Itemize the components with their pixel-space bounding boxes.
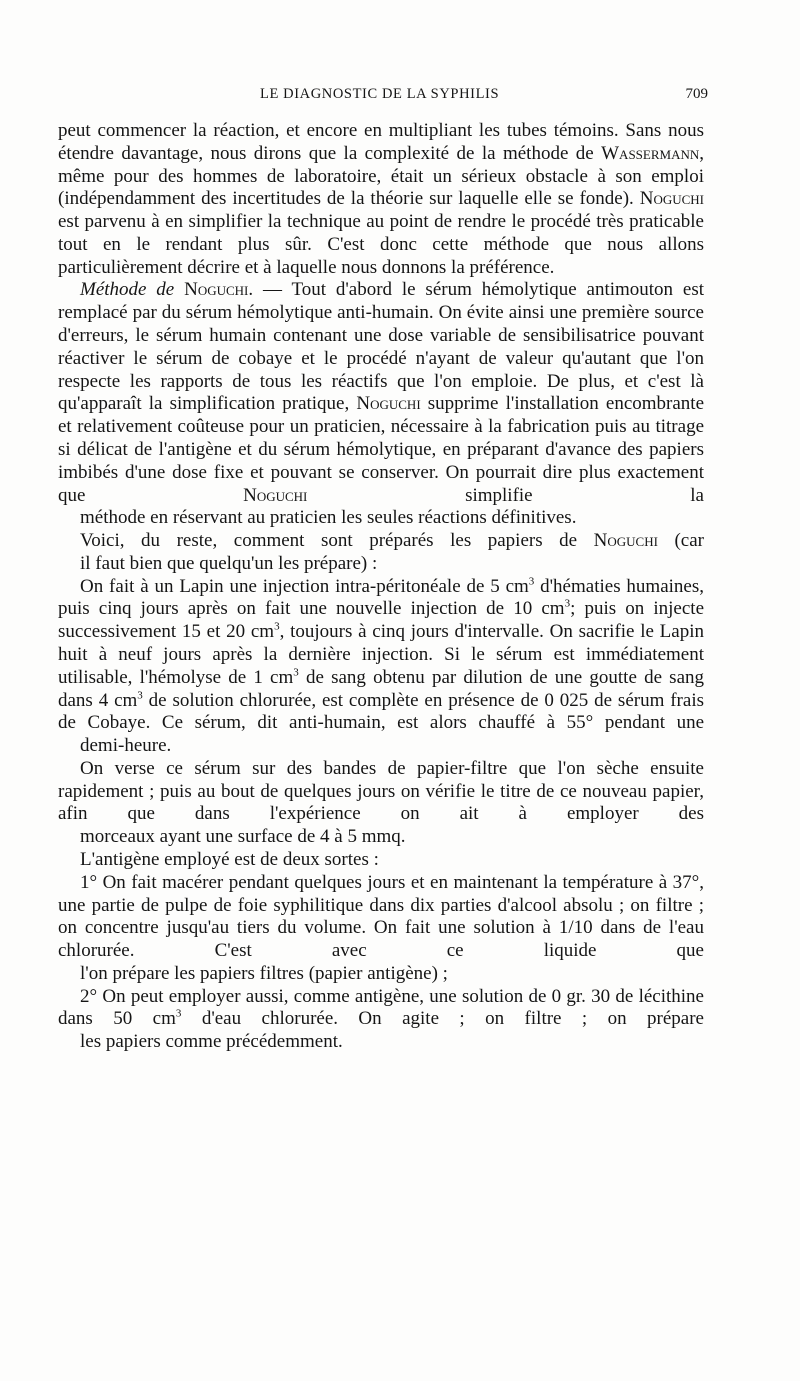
paragraph-8 [58, 986, 704, 1054]
text-run: (car [657, 530, 704, 552]
text-run: de solution chlorurée, est complète en présence de 0 025 de sérum frais de Cobaye. Ce sérum, dit anti-humain, est alors chauffé à 55° pendant une [58, 689, 704, 734]
author-name: Noguchi [243, 484, 308, 506]
last-line: il faut bien que quelqu'un les prépare) : [80, 552, 378, 574]
paragraph-1 [58, 120, 704, 279]
paragraph-4 [58, 576, 704, 758]
text-run: de sang obtenu par dilution de une goutte de sang dans 4 cm [58, 666, 704, 711]
body-text [58, 120, 704, 1054]
author-name: Noguchi [593, 530, 658, 552]
author-name: Noguchi [356, 393, 421, 415]
paragraph-5 [58, 758, 704, 849]
text-run: d'hématies humaines, puis cinq jours après on fait une nouvelle injection de 10 cm [58, 575, 704, 620]
superscript: 3 [175, 1008, 182, 1021]
last-line: les papiers comme précédemment. [80, 1031, 343, 1053]
last-line: particulièrement décrire et à laquelle nous donnons la préférence. [58, 256, 555, 278]
running-header [60, 86, 710, 108]
text-run: 1° On fait macérer pendant quelques jours et en maintenant la température à 37°, une partie de pulpe de foie syphilitique dans dix parties d'alcool absolu ; on filtre ; on concentre jusqu'au tiers du volume. On fait une solution à 1/10 dans de l'eau chlorurée. C'est avec ce liquide que [58, 871, 704, 962]
last-line: morceaux ayant une surface de 4 à 5 mmq. [80, 826, 406, 848]
author-name: Wassermann [601, 142, 700, 164]
text-run: simplifie la [307, 484, 704, 506]
text-run: ; puis on injecte successivement 15 et 20 cm [58, 598, 704, 643]
superscript: 3 [274, 620, 280, 633]
paragraph-6 [58, 849, 704, 872]
text-run: On fait à un Lapin une injection intra-péritonéale de 5 cm [80, 575, 529, 597]
text-run: — Tout d'abord le sérum hémolytique antimouton est remplacé par du sérum hémolytique anti-humain. On évite ainsi une première source d'erreurs, le sérum humain contenant une dose variable de sensibilisatrice pouvant réactiver le sérum de cobaye et le procédé n'ayant de valeur qu'autant que l'on respecte les rapports de tous les réactifs que l'on emploie. De plus, et c'est là qu'apparaît la simplification pratique, [58, 279, 705, 415]
text-run: , toujours à cinq jours d'intervalle. On sacrifie le Lapin huit à neuf jours après la dernière injection. Si le sérum est immédiatement utilisable, l'hémolyse de 1 cm [58, 621, 704, 688]
text-run: d'eau chlorurée. On agite ; on filtre ; on prépare [181, 1008, 704, 1030]
last-line: méthode en réservant au praticien les seules réactions définitives. [80, 507, 577, 529]
author-name: Noguchi. [184, 279, 254, 301]
author-name: Noguchi [639, 188, 704, 210]
superscript: 3 [528, 575, 535, 588]
text-run: On verse ce sérum sur des bandes de papier-filtre que l'on sèche ensuite rapidement ; puis au bout de quelques jours on vérifie le titre de ce nouveau papier, afin que dans l'expérience on ait à employer des [58, 757, 704, 825]
method-label: Méthode de [80, 279, 175, 301]
superscript: 3 [137, 689, 143, 702]
last-line: l'on prépare les papiers filtres (papier antigène) ; [80, 962, 448, 984]
text-run: peut commencer la réaction, et encore en multipliant les tubes témoins. Sans nous étendre davantage, nous dirons que la complexité de la méthode de [58, 120, 704, 164]
running-title: LE DIAGNOSTIC DE LA SYPHILIS [260, 86, 500, 102]
page-number: 709 [685, 86, 708, 102]
superscript: 3 [564, 598, 571, 611]
text-run: est parvenu à en simplifier la technique au point de rendre le procédé très praticable tout en le rendant plus sûr. C'est donc cette méthode que nous allons [58, 211, 704, 255]
paragraph-2 [58, 279, 704, 530]
last-line: demi-heure. [80, 735, 172, 757]
text-run: , même pour des hommes de laboratoire, était un sérieux obstacle à son emploi (indépendamment des incertitudes de la théorie sur laquelle elle se fonde). [58, 142, 704, 210]
text-run: supprime l'installation encombrante et relativement coûteuse pour un praticien, nécessaire à la fabrication puis au titrage si délicat de l'antigène et du sérum hémolytique, en préparant d'avance des papiers imbibés d'une dose fixe et pouvant se conserver. On pourrait dire plus exactement que [58, 393, 705, 506]
paragraph-7 [58, 872, 704, 986]
text-run: 2° On peut employer aussi, comme antigène, une solution de 0 gr. 30 de lécithine dans 50 cm [58, 985, 704, 1030]
superscript: 3 [293, 666, 299, 679]
text-run: Voici, du reste, comment sont préparés les papiers de [80, 530, 594, 552]
last-line: L'antigène employé est de deux sortes : [80, 849, 379, 870]
paragraph-3 [58, 530, 704, 576]
